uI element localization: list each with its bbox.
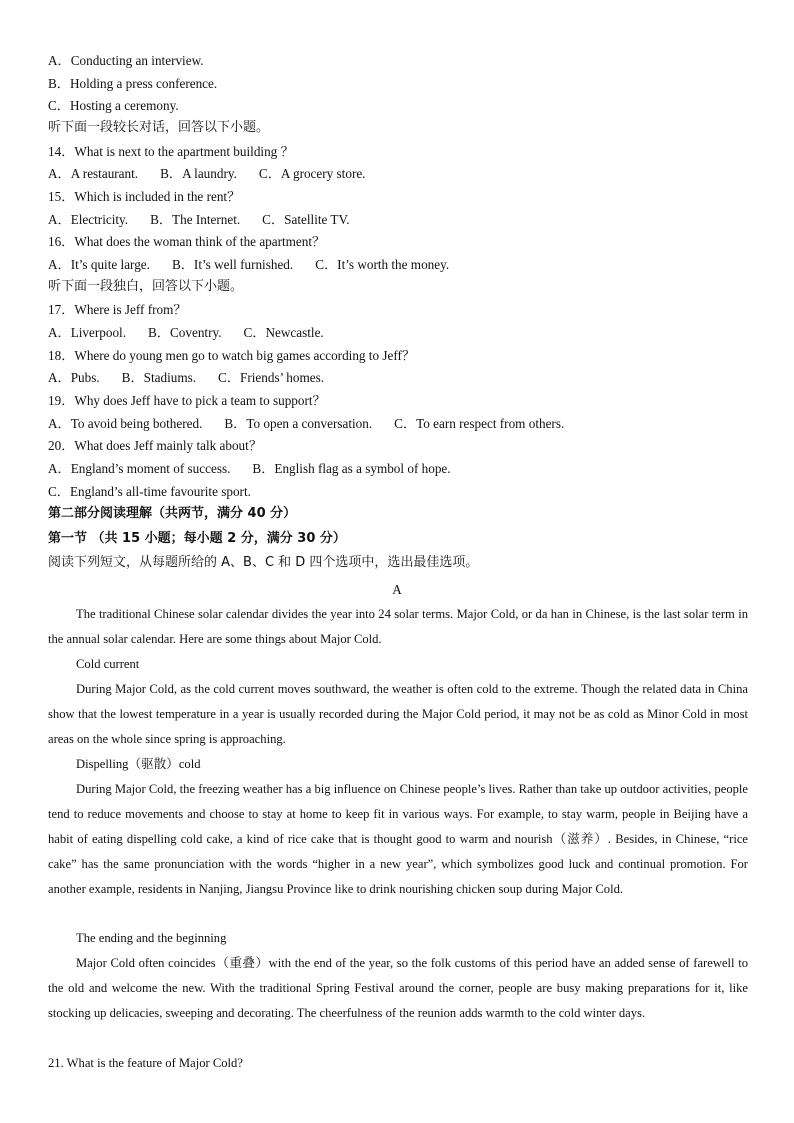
q14-options	[48, 164, 365, 184]
q20-option-b: B．English flag as a symbol of hope.	[252, 461, 451, 476]
q18-option-c: C．Friends’ homes.	[218, 370, 325, 385]
q14-option-b: B．A laundry.	[160, 166, 237, 181]
q13-option-c: C．Hosting a ceremony.	[48, 98, 179, 113]
q17-stem: 17．Where is Jeff from？	[48, 302, 187, 317]
q13-option-b: B．Holding a press conference.	[48, 76, 218, 91]
q18-options	[48, 368, 324, 388]
q16-option-a: A．It’s quite large.	[48, 257, 150, 272]
q15-options	[48, 210, 350, 230]
paragraph-ending-beginning-text: Major Cold often coincides（重叠）with the end of the year, so the folk customs of this period have an added sense of farewell to the old and welcome the new. With the traditional Spring Festival around the corner, people are busy making preparations for it, like stocking up delicacies, sweeping and decorating. The cheerfulness of the reunion adds warmth to the cold winter days.	[48, 956, 748, 1020]
q19-options	[48, 414, 564, 434]
heading-ending-beginning: The ending and the beginning	[76, 931, 227, 945]
reading-instructions: 阅读下列短文，从每题所给的 A、B、C 和 D 四个选项中，选出最佳选项。	[48, 555, 479, 570]
q15-option-b: B．The Internet.	[150, 212, 241, 227]
q15-option-a: A．Electricity.	[48, 212, 129, 227]
q19-option-c: C．To earn respect from others.	[394, 416, 565, 431]
q18-stem: 18．Where do young men go to watch big games according to Jeff？	[48, 348, 416, 363]
paragraph-ending-beginning	[48, 951, 748, 1026]
heading-dispelling-cold: Dispelling（驱散）cold	[76, 757, 201, 771]
q17-options	[48, 323, 324, 343]
paragraph-dispelling-cold	[48, 777, 748, 902]
paragraph-cold-current-text: During Major Cold, as the cold current moves southward, the weather is often cold to the extreme. Though the related data in China show that the lowest temperature in a year is usually recorded during the Major Cold period, it may not be as cold as Minor Cold in most areas on the whole since spring is approaching.	[48, 682, 748, 746]
q16-option-b: B．It’s well furnished.	[171, 257, 294, 272]
q18-option-b: B．Stadiums.	[121, 370, 197, 385]
q17-option-a: A．Liverpool.	[48, 325, 127, 340]
q13-option-a: A．Conducting an interview.	[48, 53, 204, 68]
q16-stem: 16．What does the woman think of the apartment？	[48, 234, 326, 249]
passage-label: A	[392, 582, 402, 597]
section-title: 第一节 （共 15 小题；每小题 2 分，满分 30 分）	[48, 531, 346, 546]
section-monologue-instruction: 听下面一段独白，回答以下小题。	[48, 279, 244, 294]
q20-option-a: A．England’s moment of success.	[48, 461, 231, 476]
q14-option-a: A．A restaurant.	[48, 166, 139, 181]
q14-option-c: C．A grocery store.	[258, 166, 366, 181]
q14-stem: 14．What is next to the apartment building ？	[48, 144, 294, 159]
q20-option-c: C．England’s all-time favourite sport.	[48, 484, 251, 499]
q20-stem: 20．What does Jeff mainly talk about？	[48, 438, 263, 453]
paragraph-dispelling-cold-text: During Major Cold, the freezing weather has a big influence on Chinese people’s lives. Rather than take up outdoor activities, people tend to reduce movements and choose to stay at home to keep fit in various ways. For example, to stay warm, people in Beijing have a habit of eating dispelling cold cake, a kind of rice cake that is thought good to warm and nourish（滋养）. Besides, in Chinese, “rice cake” has the same pronunciation with the words “higher in a new year”, which symbolizes good luck and continual promotion. For another example, residents in Nanjing, Jiangsu Province like to drink nourishing chicken soup during Major Cold.	[48, 782, 748, 896]
q21-stem: 21. What is the feature of Major Cold?	[48, 1056, 243, 1070]
heading-cold-current: Cold current	[76, 657, 140, 671]
q15-stem: 15．Which is included in the rent？	[48, 189, 241, 204]
q16-option-c: C．It’s worth the money.	[315, 257, 450, 272]
q19-option-b: B．To open a conversation.	[224, 416, 373, 431]
q17-option-b: B．Coventry.	[148, 325, 222, 340]
q16-options	[48, 255, 449, 275]
paragraph-intro	[48, 602, 748, 652]
q18-option-a: A．Pubs.	[48, 370, 100, 385]
part-title: 第二部分阅读理解（共两节，满分 40 分）	[48, 506, 297, 521]
q15-option-c: C．Satellite TV.	[262, 212, 350, 227]
paragraph-intro-text: The traditional Chinese solar calendar divides the year into 24 solar terms. Major Cold, or da han in Chinese, is the last solar term in the annual solar calendar. Here are some things about Major Cold.	[48, 607, 748, 646]
section-long-dialog-instruction: 听下面一段较长对话，回答以下小题。	[48, 120, 270, 135]
q17-option-c: C．Newcastle.	[243, 325, 324, 340]
q19-stem: 19．Why does Jeff have to pick a team to support？	[48, 393, 326, 408]
paragraph-cold-current	[48, 677, 748, 752]
q19-option-a: A．To avoid being bothered.	[48, 416, 203, 431]
q20-options-row1	[48, 459, 451, 479]
